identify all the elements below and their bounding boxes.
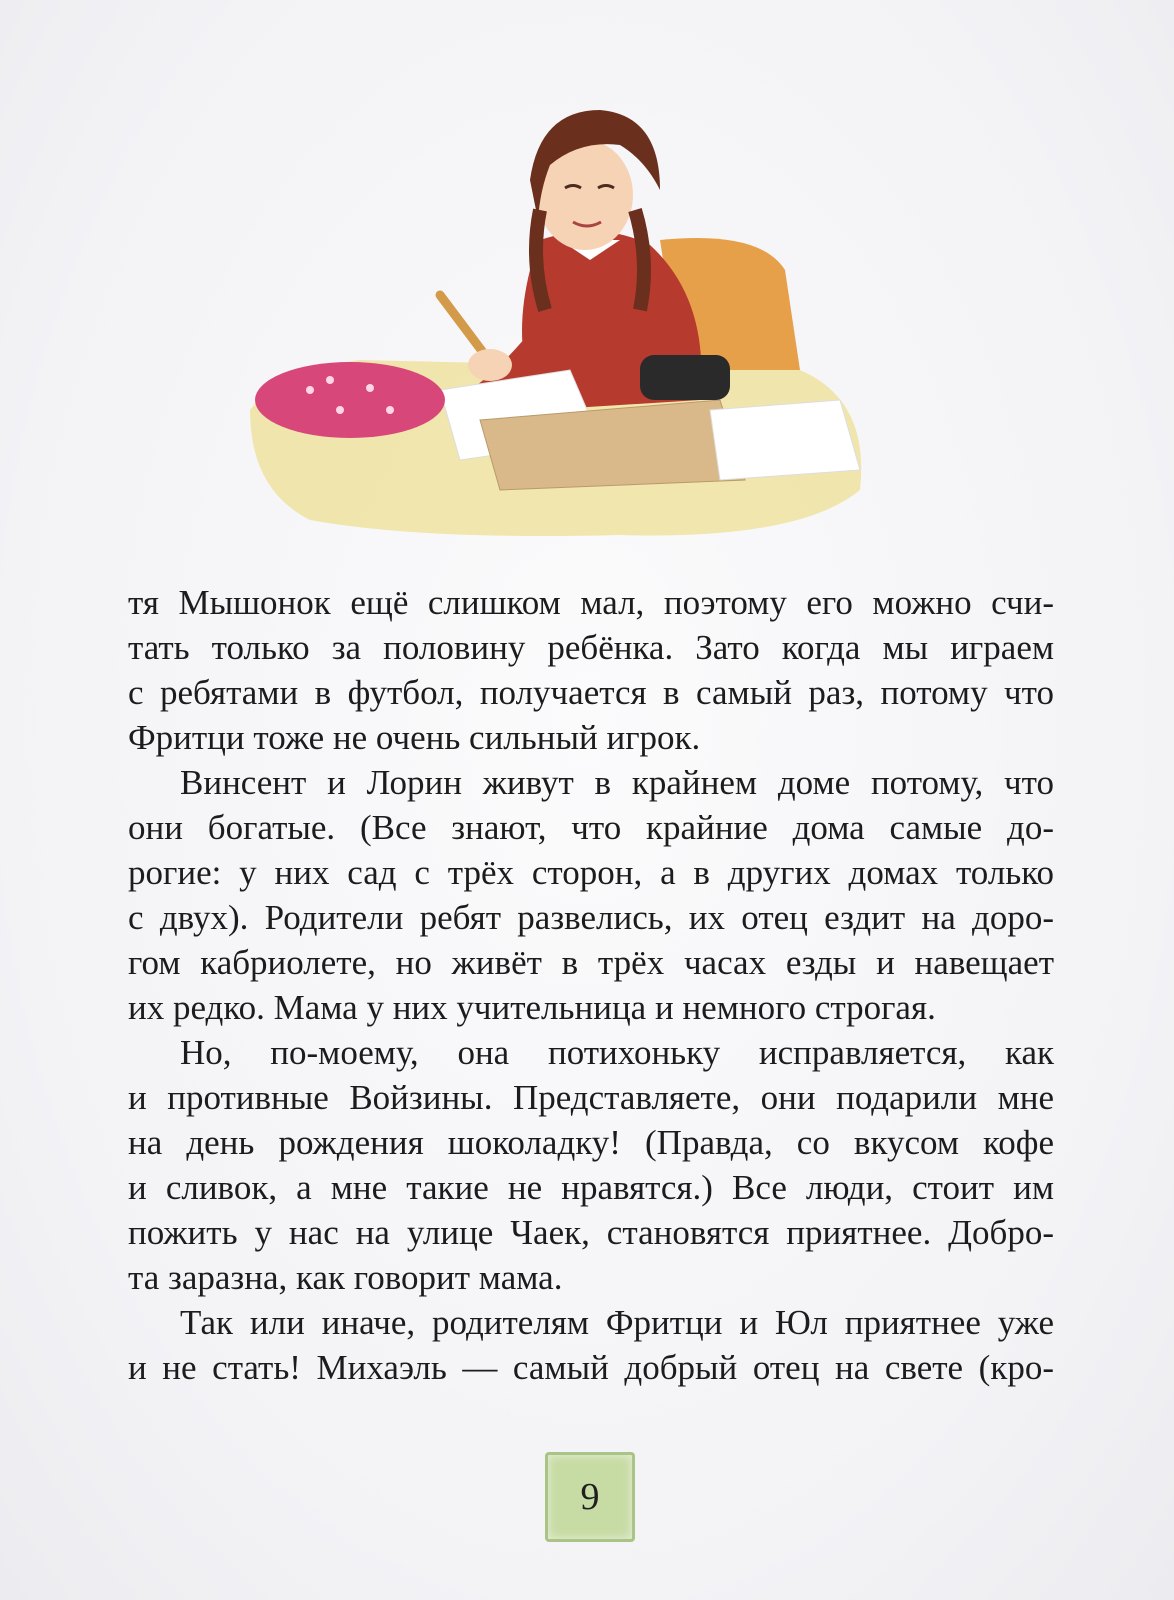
text-line: тя Мышонок ещё слишком мал, поэтому его можно счи- — [128, 583, 1054, 622]
text-line: тать только за половину ребёнка. Зато когда мы играем — [128, 628, 1054, 667]
text-line: Фритци тоже не очень сильный игрок. — [128, 718, 701, 757]
text-line: они богатые. (Все знают, что крайние дома самые до- — [128, 808, 1054, 847]
page-number: 9 — [580, 1476, 600, 1518]
text-line: на день рождения шоколадку! (Правда, со вкусом кофе — [128, 1123, 1054, 1162]
page-number-badge — [545, 1452, 635, 1542]
text-line: и противные Войзины. Представляете, они подарили мне — [128, 1078, 1054, 1117]
text-line: их редко. Мама у них учительница и немного строгая. — [128, 988, 936, 1027]
text-line: Но, по-моему, она потихоньку исправляется, как — [180, 1033, 1054, 1072]
text-line: Винсент и Лорин живут в крайнем доме потому, что — [180, 763, 1054, 802]
text-line: Так или иначе, родителям Фритци и Юл приятнее уже — [180, 1303, 1054, 1342]
text-line: с ребятами в футбол, получается в самый раз, потому что — [128, 673, 1054, 712]
text-line: рогие: у них сад с трёх сторон, а в других домах только — [128, 853, 1054, 892]
body-text — [128, 580, 1054, 1390]
text-line: и не стать! Михаэль — самый добрый отец на свете (кро- — [128, 1348, 1054, 1387]
text-line: с двух). Родители ребят развелись, их отец ездит на доро- — [128, 898, 1054, 937]
text-line: и сливок, а мне такие не нравятся.) Все люди, стоит им — [128, 1168, 1054, 1207]
girl-drawing-at-desk-illustration — [240, 70, 880, 560]
text-line: та заразна, как говорит мама. — [128, 1258, 563, 1297]
text-line: гом кабриолете, но живёт в трёх часах езды и навещает — [128, 943, 1054, 982]
text-line: пожить у нас на улице Чаек, становятся приятнее. Добро- — [128, 1213, 1054, 1252]
